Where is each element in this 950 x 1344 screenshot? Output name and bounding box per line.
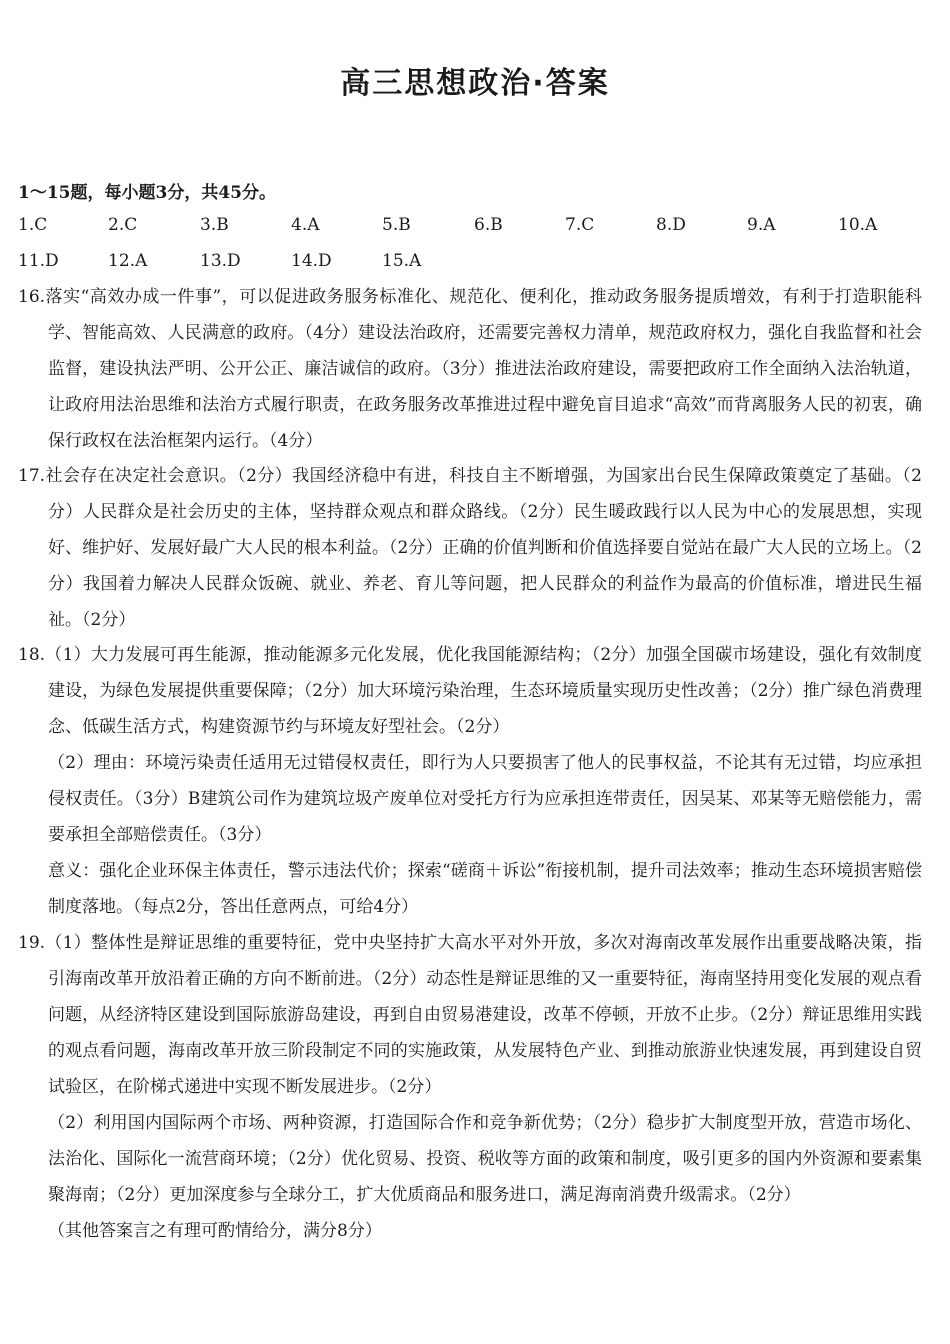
mc-answer: 4.A — [291, 215, 320, 235]
page-title: 高三思想政治·答案 — [340, 66, 610, 101]
mc-answer: 5.B — [382, 215, 411, 235]
answer-16: 16.落实“高效办成一件事”，可以促进政务服务标准化、规范化、便利化，推动政务服务提质增效，有利于打造职能科学、智能高效、人民满意的政府。（4分）建设法治政府，还需要完善权力清单，规范政府权力，强化自我监督和社会监督，建设执法严明、公开公正、廉洁诚信的政府。（3分）推进法治政府建设，需要把政府工作全面纳入法治轨道，让政府用法治思维和法治方式履行职责，在政务服务改革推进过程中避免盲目追求“高效”而背离服务人民的初衷，确保行政权在法治框架内运行。（4分） — [18, 287, 922, 451]
multiple-choice-header: 1～15题，每小题3分，共45分。 — [18, 183, 276, 203]
mc-answer: 9.A — [747, 215, 776, 235]
answer-18-part-1: 18.（1）大力发展可再生能源，推动能源多元化发展，优化我国能源结构；（2分）加强全国碳市场建设，强化有效制度建设，为绿色发展提供重要保障；（2分）加大环境污染治理，生态环境质量实现历史性改善；（2分）推广绿色消费理念、低碳生活方式，构建资源节约与环境友好型社会。（2分） — [18, 645, 922, 737]
mc-answer: 13.D — [200, 251, 241, 271]
answer-19-part-1: 19.（1）整体性是辩证思维的重要特征，党中央坚持扩大高水平对外开放，多次对海南改革发展作出重要战略决策，指引海南改革开放沿着正确的方向不断前进。（2分）动态性是辩证思维的又一重要特征，海南坚持用变化发展的观点看问题，从经济特区建设到国际旅游岛建设，再到自由贸易港建设，改革不停顿，开放不止步。（2分）辩证思维用实践的观点看问题，海南改革开放三阶段制定不同的实施政策，从发展特色产业、到推动旅游业快速发展，再到建设自贸试验区，在阶梯式递进中实现不断发展进步。（2分） — [18, 933, 922, 1097]
answer-18-part-2: （2）理由：环境污染责任适用无过错侵权责任，即行为人只要损害了他人的民事权益，不论其有无过错，均应承担侵权责任。（3分）B建筑公司作为建筑垃圾产废单位对受托方行为应承担连带责任，因吴某、邓某等无赔偿能力，需要承担全部赔偿责任。（3分） — [48, 753, 922, 845]
mc-answer: 11.D — [18, 251, 59, 271]
mc-answer: 7.C — [565, 215, 595, 235]
answer-18-significance: 意义：强化企业环保主体责任，警示违法代价；探索“磋商＋诉讼”衔接机制，提升司法效率；推动生态环境损害赔偿制度落地。（每点2分，答出任意两点，可给4分） — [48, 861, 922, 917]
mc-answer: 6.B — [474, 215, 503, 235]
mc-answer: 3.B — [200, 215, 229, 235]
answer-19-note: （其他答案言之有理可酌情给分，满分8分） — [48, 1221, 382, 1241]
answer-17: 17.社会存在决定社会意识。（2分）我国经济稳中有进，科技自主不断增强，为国家出台民生保障政策奠定了基础。（2分）人民群众是社会历史的主体，坚持群众观点和群众路线。（2分）民生暖政践行以人民为中心的发展思想，实现好、维护好、发展好最广大人民的根本利益。（2分）正确的价值判断和价值选择要自觉站在最广大人民的立场上。（2分）我国着力解决人民群众饭碗、就业、养老、育儿等问题，把人民群众的利益作为最高的价值标准，增进民生福祉。（2分） — [18, 466, 922, 630]
mc-answer: 12.A — [108, 251, 148, 271]
mc-answer: 8.D — [656, 215, 686, 235]
mc-answer: 15.A — [382, 251, 422, 271]
mc-answer: 1.C — [18, 215, 48, 235]
mc-answer: 10.A — [838, 215, 878, 235]
mc-answer: 14.D — [291, 251, 332, 271]
answer-19-part-2: （2）利用国内国际两个市场、两种资源，打造国际合作和竞争新优势；（2分）稳步扩大制度型开放，营造市场化、法治化、国际化一流营商环境；（2分）优化贸易、投资、税收等方面的政策和制度，吸引更多的国内外资源和要素集聚海南；（2分）更加深度参与全球分工，扩大优质商品和服务进口，满足海南消费升级需求。（2分） — [48, 1113, 922, 1205]
mc-answer: 2.C — [108, 215, 138, 235]
